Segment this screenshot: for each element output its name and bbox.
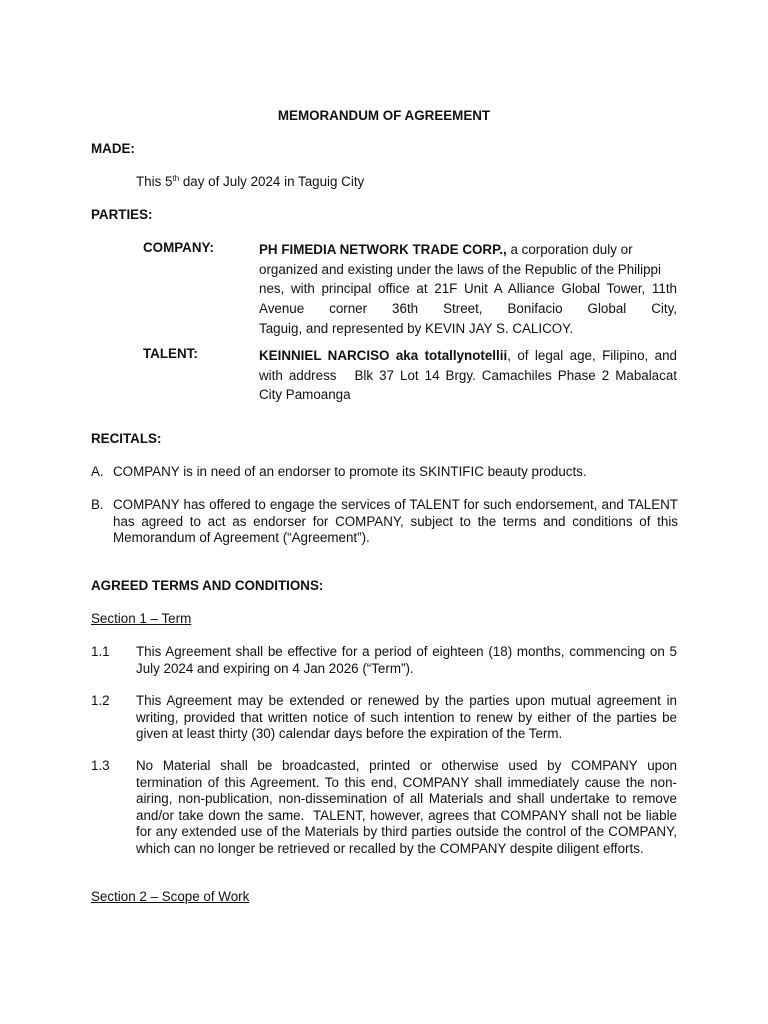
recital-text: COMPANY is in need of an endorser to promote its SKINTIFIC beauty products. — [113, 464, 587, 479]
section-2-heading: Section 2 – Scope of Work — [91, 889, 250, 904]
made-heading: MADE: — [91, 141, 135, 156]
company-line-3: nes, with principal office at 21F Unit A Alliance Global Tower, 11th — [259, 281, 677, 297]
talent-line-2: with address Blk 37 Lot 14 Brgy. Camachiles Phase 2 Mabalacat — [259, 367, 677, 383]
made-superscript: th — [172, 174, 180, 183]
clause-number: 1.1 — [91, 644, 110, 659]
clause-text: This Agreement shall be effective for a period of eighteen (18) months, commencing on 5 July 2024 and expiring on 4 Jan 2026 (“Term”). — [136, 644, 677, 676]
terms-heading: AGREED TERMS AND CONDITIONS: — [91, 578, 324, 593]
company-line-2: organized and existing under the laws of the Republic of the Philippi — [259, 261, 661, 277]
talent-line-3: City Pamoanga — [259, 387, 351, 403]
recitals-heading: RECITALS: — [91, 431, 162, 446]
made-text-start: This 5 — [136, 174, 173, 189]
talent-description — [259, 346, 677, 405]
recital-marker: A. — [91, 464, 104, 479]
clause-text: No Material shall be broadcasted, printed or otherwise used by COMPANY upon termination of this Agreement. To this end, COMPANY shall immediately cause the non-airing, non-publication, non-dissemination of all Materials and shall undertake to remove and/or take down the same. TALENT, however, agrees that COMPANY shall not be liable for any extended use of the Materials by third parties outside the control of the COMPANY, which can no longer be retrieved or recalled by the COMPANY despite diligent efforts. — [136, 758, 681, 856]
document-title: MEMORANDUM OF AGREEMENT — [277, 108, 491, 123]
parties-heading: PARTIES: — [91, 207, 153, 222]
clause-text: This Agreement may be extended or renewed by the parties upon mutual agreement in writing, provided that written notice of such intention to renew by either of the parties be given at least thirty (30) calendar days before the expiration of the Term. — [136, 693, 677, 741]
section-1-heading: Section 1 – Term — [91, 611, 192, 626]
recital-marker: B. — [91, 497, 104, 512]
made-text-end: day of July 2024 in Taguig City — [179, 174, 365, 189]
talent-label: TALENT: — [143, 346, 198, 361]
company-name: PH FIMEDIA NETWORK TRADE CORP., — [259, 242, 507, 257]
clause-number: 1.2 — [91, 693, 110, 708]
talent-name: KEINNIEL NARCISO aka totallynotellii — [259, 348, 508, 363]
company-line-4: Avenue corner 36th Street, Bonifacio Global City, — [259, 301, 677, 317]
company-label: COMPANY: — [143, 240, 214, 255]
made-text — [136, 174, 364, 191]
company-line-1: a corporation duly or — [506, 242, 633, 257]
recital-text: COMPANY has offered to engage the services of TALENT for such endorsement, and TALENT has agreed to act as endorser for COMPANY, subject to the terms and conditions of this Memorandum of Agreement (“Agreement”). — [113, 497, 678, 545]
talent-line-1: , of legal age, Filipino, and — [507, 348, 678, 363]
company-description — [259, 240, 677, 339]
clause-number: 1.3 — [91, 758, 110, 773]
company-line-5: Taguig, and represented by KEVIN JAY S. CALICOY. — [259, 320, 574, 336]
